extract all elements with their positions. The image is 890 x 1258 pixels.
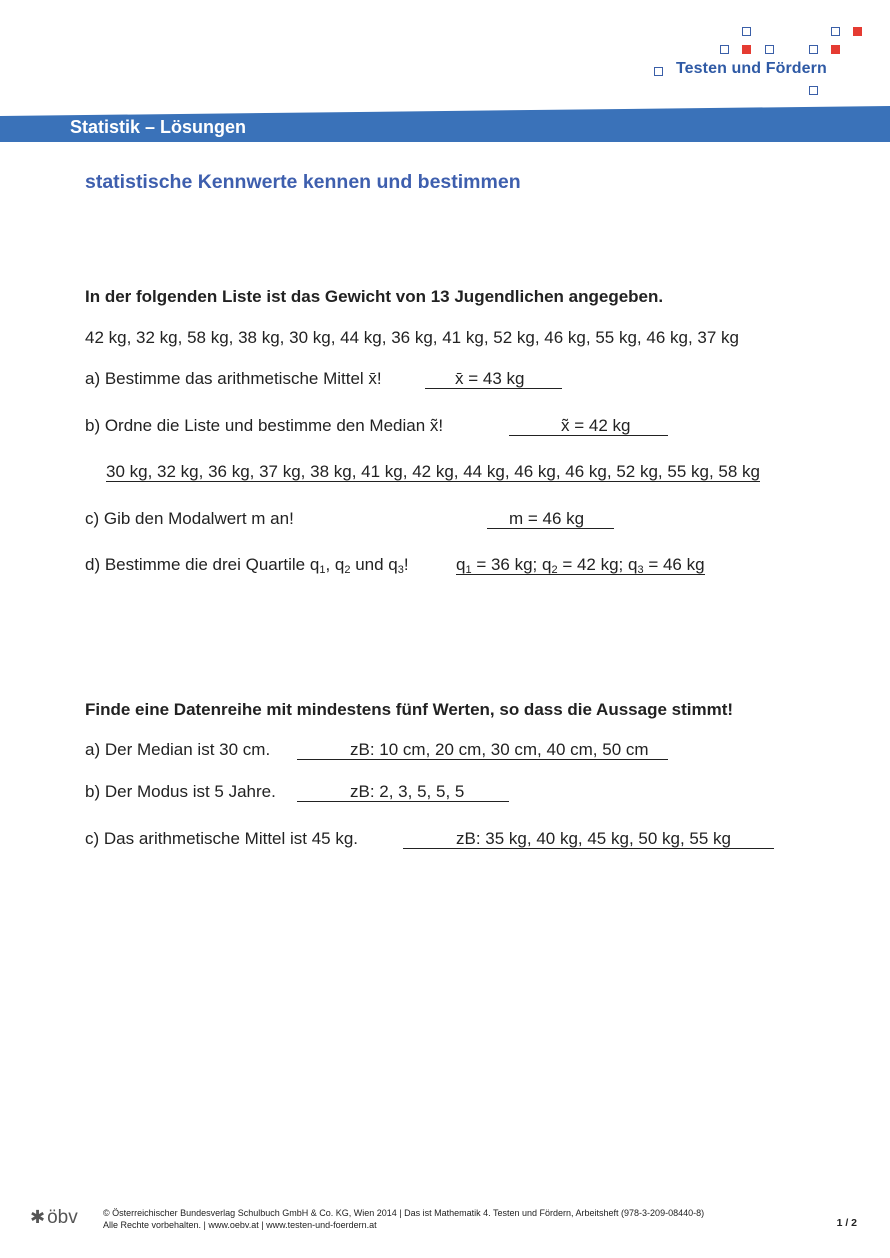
logo-square-icon <box>742 27 751 36</box>
page-number: 1 / 2 <box>836 1217 857 1229</box>
task1-b-answer-line <box>509 416 668 436</box>
task1-a-answer-line <box>425 369 562 389</box>
logo-square-icon <box>654 67 663 76</box>
logo-square-icon <box>809 86 818 95</box>
task2-b-answer: zB: 2, 3, 5, 5, 5 <box>297 782 509 802</box>
section-title: Statistik – Lösungen <box>70 117 247 137</box>
task1-b-sorted: 30 kg, 32 kg, 36 kg, 37 kg, 38 kg, 41 kg, 42 kg, 44 kg, 46 kg, 46 kg, 52 kg, 55 kg, 58 kg <box>106 462 760 481</box>
task1-c-question: c) Gib den Modalwert m an! <box>85 509 294 528</box>
task1-heading: In der folgenden Liste ist das Gewicht von 13 Jugendlichen angegeben. <box>85 287 664 306</box>
task1-a-question: a) Bestimme das arithmetische Mittel x̄! <box>85 369 382 388</box>
logo-square-icon <box>720 45 729 54</box>
logo-square-icon <box>809 45 818 54</box>
task1-c-answer-line <box>487 509 614 529</box>
task2-c-answer: zB: 35 kg, 40 kg, 45 kg, 50 kg, 55 kg <box>403 829 774 849</box>
logo-text: Testen und Fördern <box>676 60 827 77</box>
task1-d-answer-line <box>456 555 705 575</box>
logo-square-red-icon <box>742 45 751 54</box>
task2-c-question: c) Das arithmetische Mittel ist 45 kg. <box>85 829 359 848</box>
task1-b-sorted-line <box>106 462 760 482</box>
task2-b-answer-line <box>297 782 509 802</box>
page-subtitle: statistische Kennwerte kennen und bestimmen <box>85 171 521 193</box>
logo-square-icon <box>765 45 774 54</box>
footer-copyright: © Österreichischer Bundesverlag Schulbuch GmbH & Co. KG, Wien 2014 | Das ist Mathematik 4. Testen und Fördern, Arbeitsheft (978-3-209-08440-8) <box>103 1208 705 1218</box>
logo-square-red-icon <box>853 27 862 36</box>
task2-a-answer-line <box>297 740 668 760</box>
task2-b-question: b) Der Modus ist 5 Jahre. <box>85 782 276 801</box>
footer-rights: Alle Rechte vorbehalten. | www.oebv.at | www.testen-und-foerdern.at <box>103 1220 377 1230</box>
task1-data-list: 42 kg, 32 kg, 58 kg, 38 kg, 30 kg, 44 kg, 36 kg, 41 kg, 52 kg, 46 kg, 55 kg, 46 kg, 37 kg <box>85 328 739 347</box>
task1-b-question: b) Ordne die Liste und bestimme den Median x̃! <box>85 416 444 435</box>
task2-a-answer: zB: 10 cm, 20 cm, 30 cm, 40 cm, 50 cm <box>297 740 668 760</box>
task2-c-answer-line <box>403 829 774 849</box>
task2-a-question: a) Der Median ist 30 cm. <box>85 740 271 759</box>
logo-square-icon <box>831 27 840 36</box>
task1-d-question: d) Bestimme die drei Quartile $q_1$, $q_2$ und $q_3$! <box>85 555 409 576</box>
task1-c-answer: m = 46 kg <box>487 509 614 529</box>
task1-b-answer: x̃ = 42 kg <box>509 416 668 436</box>
publisher-logo: ✱ öbv <box>30 1207 78 1228</box>
task1-a-answer: x̄ = 43 kg <box>425 369 562 389</box>
asterisk-icon: ✱ <box>30 1207 46 1227</box>
task2-heading: Finde eine Datenreihe mit mindestens fünf Werten, so dass die Aussage stimmt! <box>85 700 734 719</box>
task1-d-answer: $q_1 = 36$ kg; $q_2 = 42$ kg; $q_3 = 46$ kg <box>456 555 705 576</box>
logo-square-red-icon <box>831 45 840 54</box>
